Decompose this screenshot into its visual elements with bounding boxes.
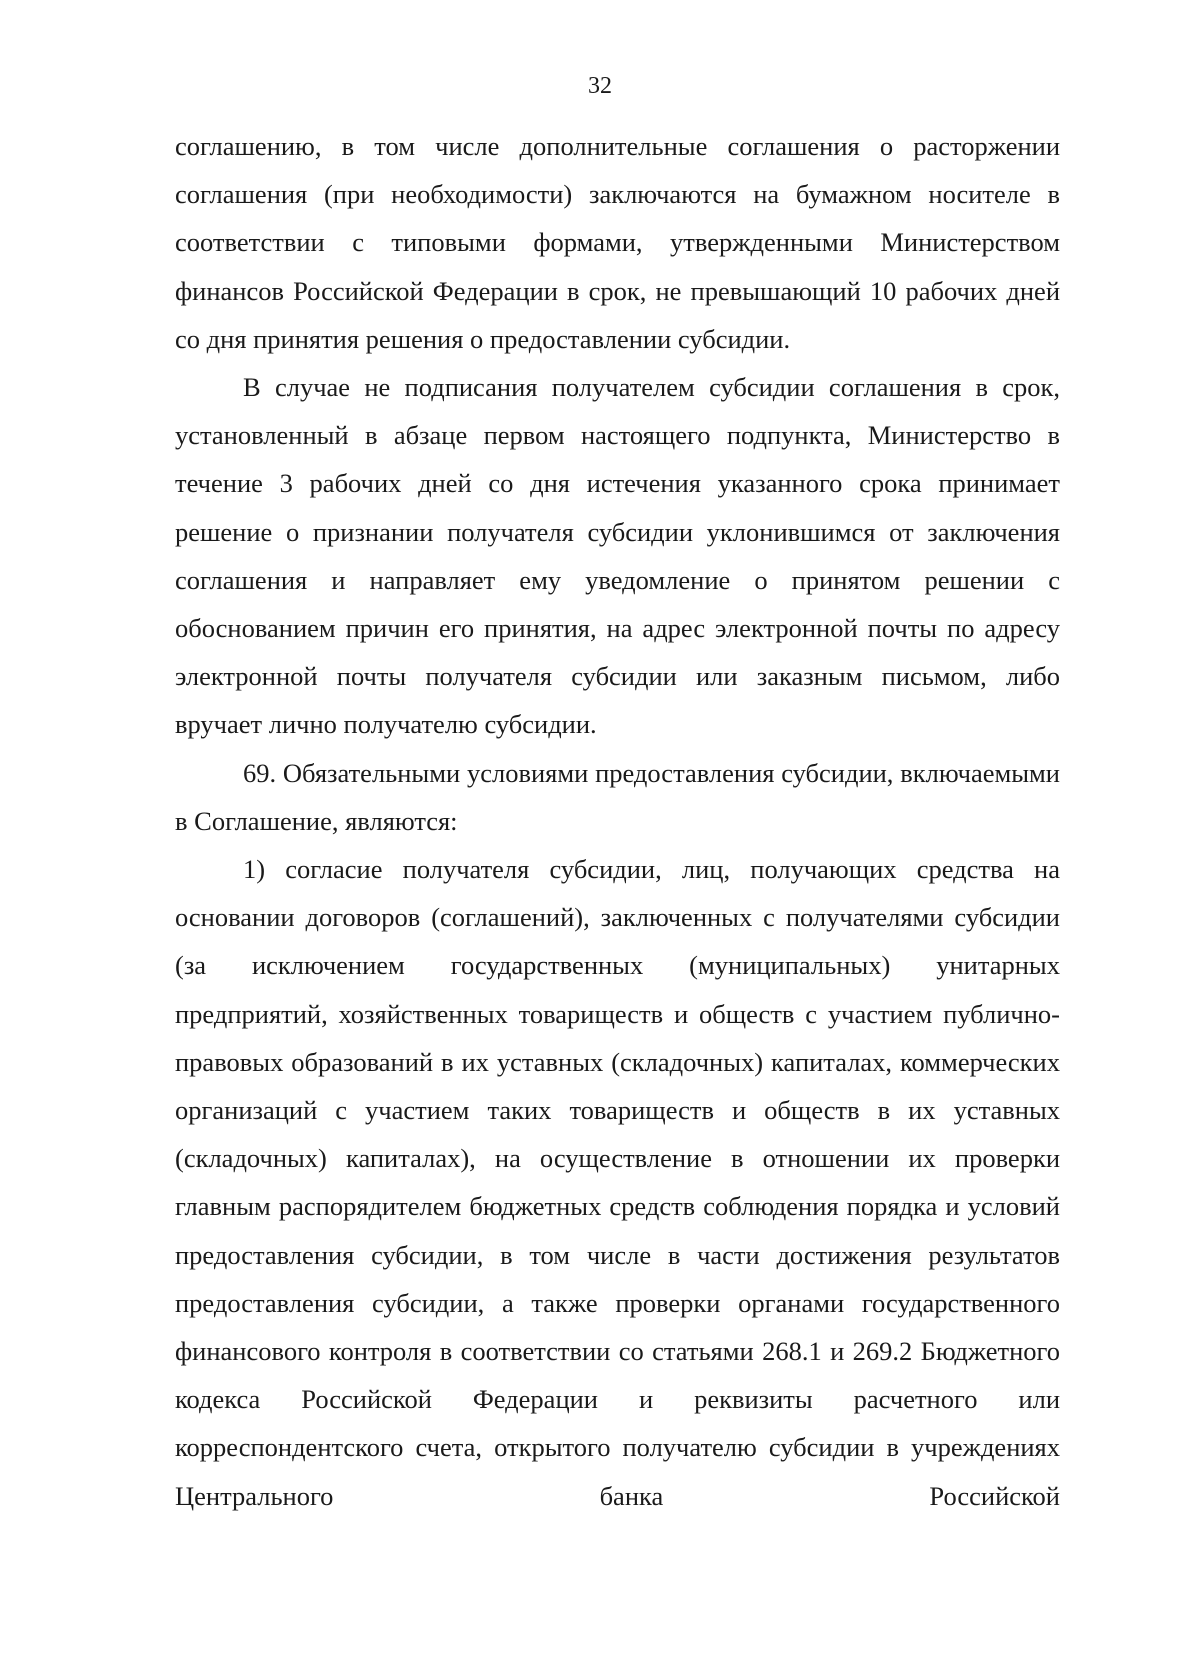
paragraph-condition-1: 1) согласие получателя субсидии, лиц, получающих средства на основании договоров (соглашений), заключенных с получателями субсидии (за исключением государственных (муниципальных) унитарных предприятий, хозяйственных товариществ и обществ с участием публично-правовых образований в их уставных (складочных) капиталах, коммерческих организаций с участием таких товариществ и обществ в их уставных (складочных) капиталах), на осуществление в отношении их проверки главным распорядителем бюджетных средств соблюдения порядка и условий предоставления субсидии, в том числе в части достижения результатов предоставления субсидии, а также проверки органами государственного финансового контроля в соответствии со статьями 268.1 и 269.2 Бюджетного кодекса Российской Федерации и реквизиты расчетного или корреспондентского счета, открытого получателю субсидии в учреждениях Центрального банка Российской bbox=[175, 854, 1060, 1511]
document-body bbox=[175, 122, 1060, 1520]
paragraph-clause-69: 69. Обязательными условиями предоставления субсидии, включаемыми в Соглашение, являются: bbox=[175, 757, 1060, 836]
paragraph-agreement-continuation: соглашению, в том числе дополнительные соглашения о расторжении соглашения (при необходимости) заключаются на бумажном носителе в соответствии с типовыми формами, утвержденными Министерством финансов Российской Федерации в срок, не превышающий 10 рабочих дней со дня принятия решения о предоставлении субсидии. bbox=[175, 131, 1060, 354]
paragraph-unsigned-agreement: В случае не подписания получателем субсидии соглашения в срок, установленный в абзаце первом настоящего подпункта, Министерство в течение 3 рабочих дней со дня истечения указанного срока принимает решение о признании получателя субсидии уклонившимся от заключения соглашения и направляет ему уведомление о принятом решении с обоснованием причин его принятия, на адрес электронной почты по адресу электронной почты получателя субсидии или заказным письмом, либо вручает лично получателю субсидии. bbox=[175, 372, 1060, 740]
page-number: 32 bbox=[588, 73, 612, 99]
